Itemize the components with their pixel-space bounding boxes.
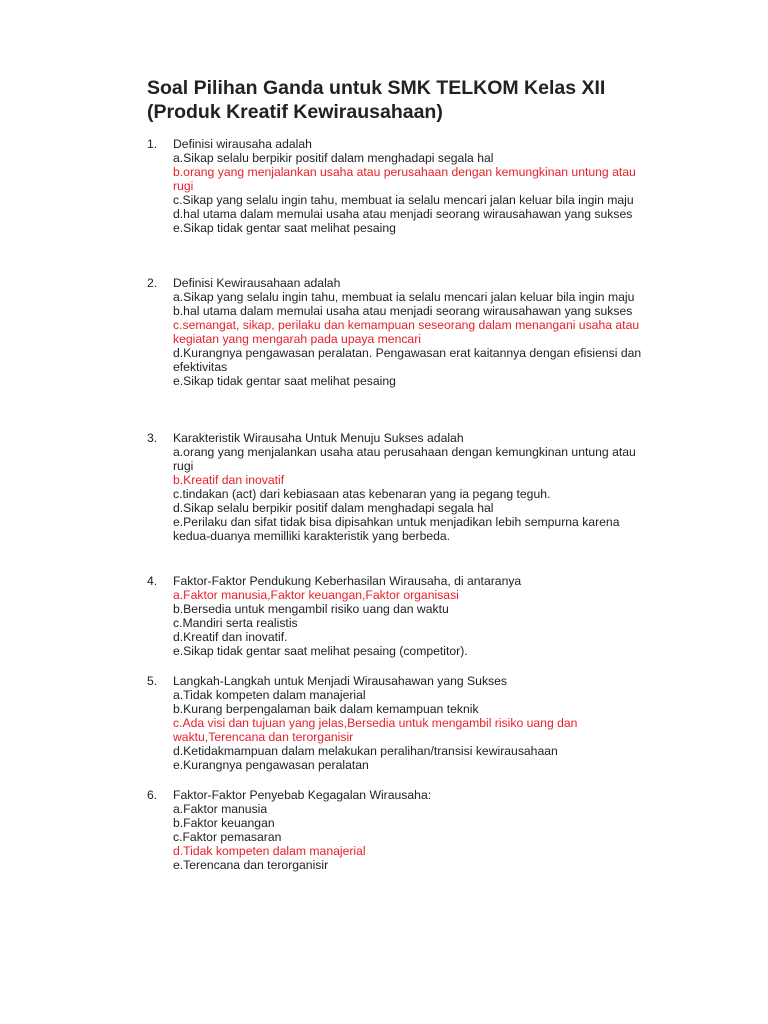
question-number: 1.: [147, 137, 158, 151]
option-b: b.Kurang berpengalaman baik dalam kemampuan teknik: [173, 702, 479, 716]
option-e: e.Terencana dan terorganisir: [173, 858, 329, 872]
question-3: [147, 431, 667, 543]
option-b-correct: b.orang yang menjalankan usaha atau perusahaan dengan kemungkinan untung atau rugi: [173, 165, 636, 193]
option-d-correct: d.Tidak kompeten dalam manajerial: [173, 844, 366, 858]
question-2: [147, 276, 667, 388]
option-b: b.Faktor keuangan: [173, 816, 275, 830]
option-c: c.Mandiri serta realistis: [173, 616, 298, 630]
option-a: a.Sikap yang selalu ingin tahu, membuat ia selalu mencari jalan keluar bila ingin maju: [173, 290, 635, 304]
option-e: e.Sikap tidak gentar saat melihat pesaing: [173, 221, 396, 235]
option-c: c.Sikap yang selalu ingin tahu, membuat ia selalu mencari jalan keluar bila ingin maju: [173, 193, 634, 207]
page-title: [147, 76, 707, 124]
title-line-2: (Produk Kreatif Kewirausahaan): [147, 101, 443, 123]
question-number: 2.: [147, 276, 158, 290]
question-number: 4.: [147, 574, 158, 588]
option-d: d.Sikap selalu berpikir positif dalam menghadapi segala hal: [173, 501, 494, 515]
title-line-1: Soal Pilihan Ganda untuk SMK TELKOM Kelas XII: [147, 77, 606, 99]
option-b: b.hal utama dalam memulai usaha atau menjadi seorang wirausahawan yang sukses: [173, 304, 633, 318]
option-c: c.Faktor pemasaran: [173, 830, 282, 844]
question-number: 6.: [147, 788, 158, 802]
question-text: Definisi Kewirausahaan adalah: [173, 276, 341, 290]
question-number: 3.: [147, 431, 158, 445]
question-text: Definisi wirausaha adalah: [173, 137, 312, 151]
option-d: d.Kreatif dan inovatif.: [173, 630, 288, 644]
option-b-correct: b.Kreatif dan inovatif: [173, 473, 285, 487]
option-e: e.Perilaku dan sifat tidak bisa dipisahkan untuk menjadikan lebih sempurna karena kedua-duanya memilliki karakteristik yang berbeda.: [173, 515, 620, 543]
question-5: [147, 674, 667, 772]
question-text: Faktor-Faktor Pendukung Keberhasilan Wirausaha, di antaranya: [173, 574, 522, 588]
option-a: a.Sikap selalu berpikir positif dalam menghadapi segala hal: [173, 151, 494, 165]
question-text: Faktor-Faktor Penyebab Kegagalan Wirausaha:: [173, 788, 432, 802]
option-b: b.Bersedia untuk mengambil risiko uang dan waktu: [173, 602, 449, 616]
question-1: [147, 137, 667, 235]
option-c: c.tindakan (act) dari kebiasaan atas kebenaran yang ia pegang teguh.: [173, 487, 551, 501]
option-e: e.Sikap tidak gentar saat melihat pesaing: [173, 374, 396, 388]
question-4: [147, 574, 667, 658]
option-d: d.Ketidakmampuan dalam melakukan peralihan/transisi kewirausahaan: [173, 744, 558, 758]
option-e: e.Sikap tidak gentar saat melihat pesaing (competitor).: [173, 644, 468, 658]
option-a: a.orang yang menjalankan usaha atau perusahaan dengan kemungkinan untung atau rugi: [173, 445, 636, 473]
option-d: d.Kurangnya pengawasan peralatan. Pengawasan erat kaitannya dengan efisiensi dan efektivitas: [173, 346, 642, 374]
option-e: e.Kurangnya pengawasan peralatan: [173, 758, 369, 772]
option-a-correct: a.Faktor manusia,Faktor keuangan,Faktor organisasi: [173, 588, 459, 602]
option-c-correct: c.semangat, sikap, perilaku dan kemampuan seseorang dalam menangani usaha atau kegiatan yang mengarah pada upaya mencari: [173, 318, 640, 346]
option-d: d.hal utama dalam memulai usaha atau menjadi seorang wirausahawan yang sukses: [173, 207, 633, 221]
option-a: a.Faktor manusia: [173, 802, 268, 816]
question-text: Karakteristik Wirausaha Untuk Menuju Sukses adalah: [173, 431, 464, 445]
question-6: [147, 788, 667, 872]
question-number: 5.: [147, 674, 158, 688]
option-c-correct: c.Ada visi dan tujuan yang jelas,Bersedia untuk mengambil risiko uang dan waktu,Terencana dan terorganisir: [173, 716, 578, 744]
question-text: Langkah-Langkah untuk Menjadi Wirausahawan yang Sukses: [173, 674, 508, 688]
option-a: a.Tidak kompeten dalam manajerial: [173, 688, 366, 702]
